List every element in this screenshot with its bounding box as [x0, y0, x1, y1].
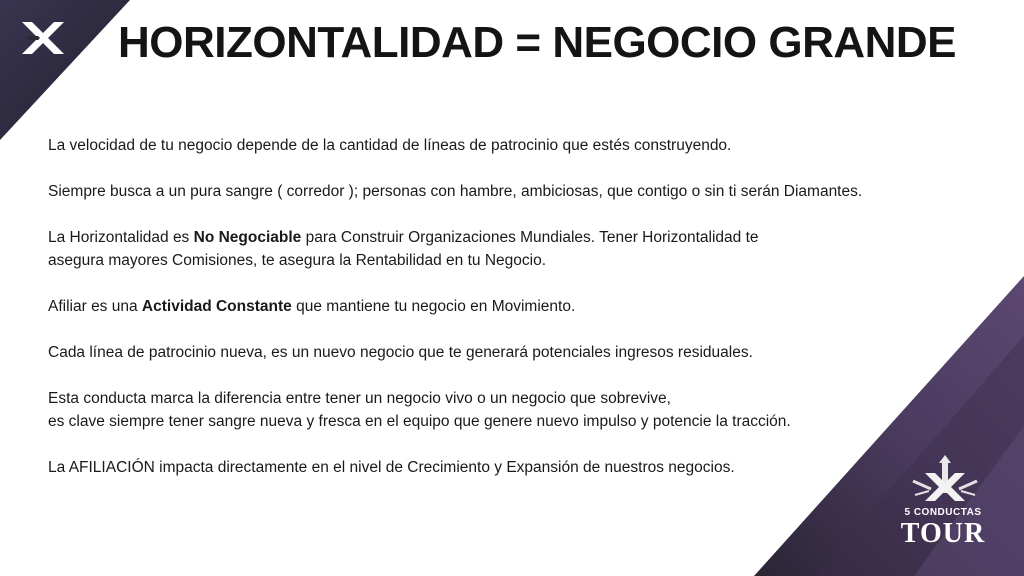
paragraph-2: Siempre busca a un pura sangre ( corredor ); personas con hambre, ambiciosas, que contigo o sin ti serán Diamantes. — [48, 183, 863, 200]
paragraph-3-bold: No Negociable — [193, 229, 302, 246]
paragraph-6-line1: Esta conducta marca la diferencia entre tener un negocio vivo o un negocio que sobrevive, — [48, 390, 671, 407]
paragraph-4-bold: Actividad Constante — [141, 298, 292, 315]
paragraph-3-line2: asegura mayores Comisiones, te asegura la Rentabilidad en tu Negocio. — [48, 252, 547, 269]
tour-logo-title: TOUR — [900, 518, 986, 549]
paragraph-1: La velocidad de tu negocio depende de la cantidad de líneas de patrocinio que estés construyendo. — [48, 137, 732, 154]
paragraph-4-text: Afiliar es una — [48, 298, 142, 315]
paragraph-3-text: La Horizontalidad es — [48, 229, 194, 246]
page-title: HORIZONTALIDAD = NEGOCIO GRANDE — [118, 18, 957, 67]
paragraph-4-text-cont: que mantiene tu negocio en Movimiento. — [291, 298, 576, 315]
paragraph-5: Cada línea de patrocinio nueva, es un nuevo negocio que te generará potenciales ingresos residuales. — [48, 344, 753, 361]
paragraph-6-line2: es clave siempre tener sangre nueva y fresca en el equipo que genere nuevo impulso y potencie la tracción. — [48, 413, 791, 430]
x-logo-icon — [22, 22, 64, 54]
corner-decoration-top-left — [0, 0, 130, 140]
paragraph-3 — [48, 226, 948, 272]
tour-logo-subtitle: 5 CONDUCTAS — [904, 507, 982, 518]
paragraph-3-text-cont: para Construir Organizaciones Mundiales. Tener Horizontalidad te — [301, 229, 759, 246]
paragraph-7: La AFILIACIÓN impacta directamente en el nivel de Crecimiento y Expansión de nuestros negocios. — [48, 459, 735, 476]
